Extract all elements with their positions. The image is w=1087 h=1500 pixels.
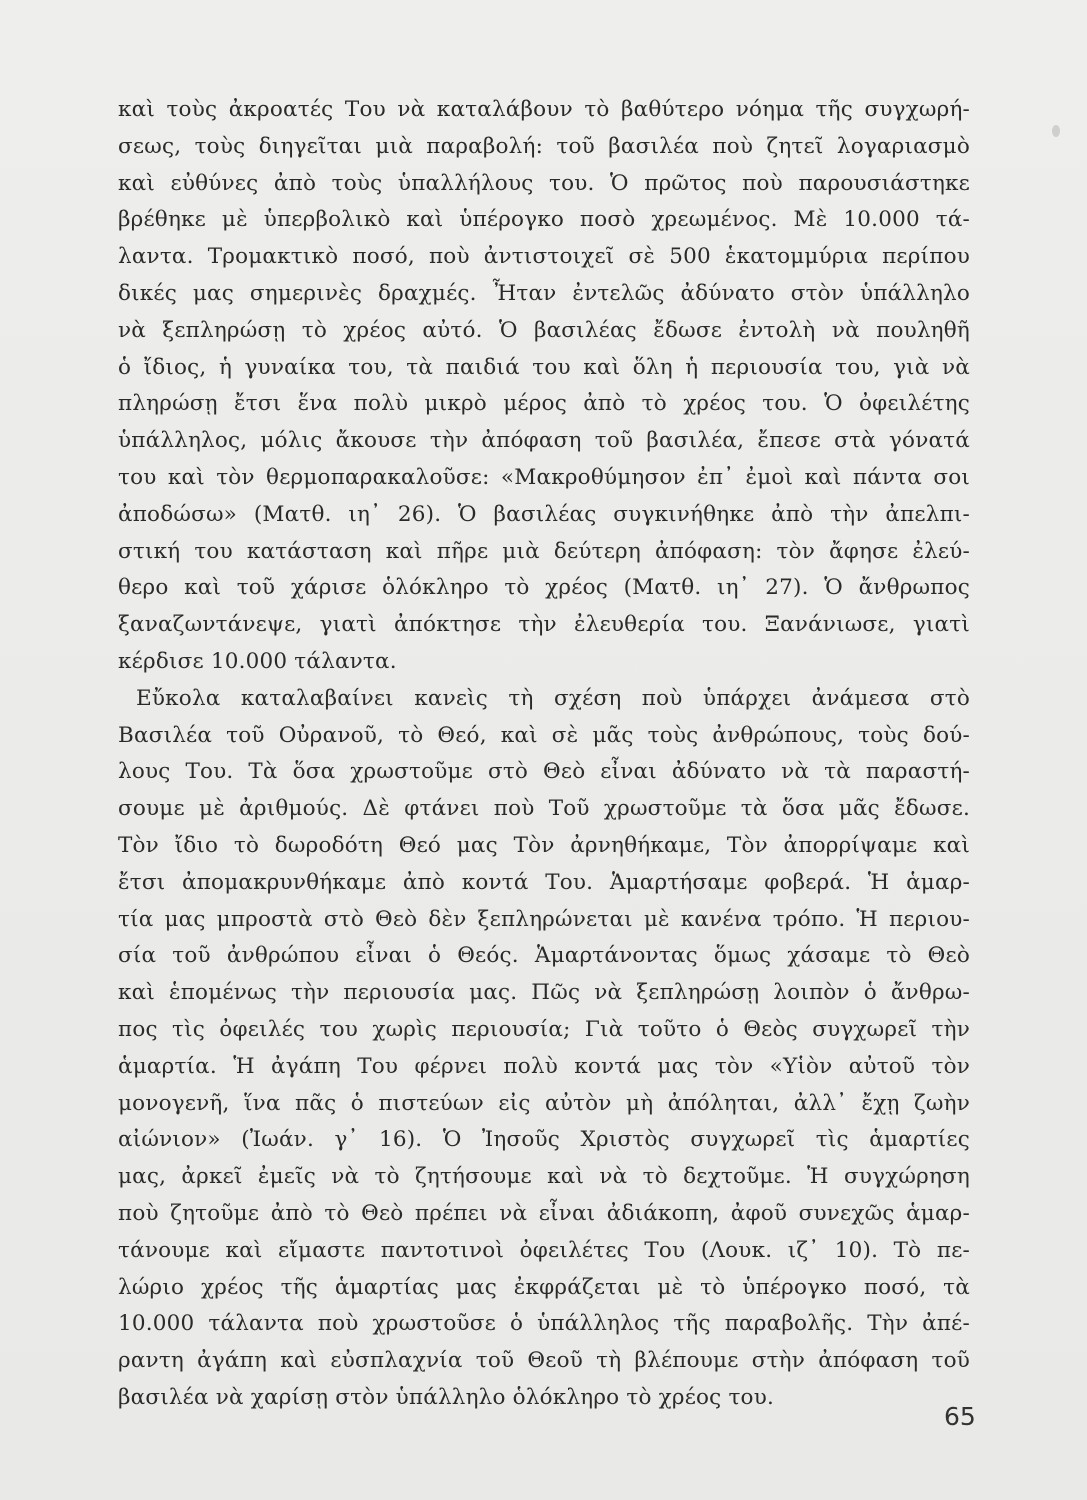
text-line: τία μας μπροστὰ στὸ Θεὸ δὲν ξεπληρώνεται μὲ κανένα τρόπο. Ἡ περιου- bbox=[118, 906, 970, 932]
text-line: ἁμαρτία. Ἡ ἀγάπη Του φέρνει πολὺ κοντά μας τὸν «Υἱὸν αὐτοῦ τὸν bbox=[118, 1053, 970, 1079]
text-line: στική του κατάσταση καὶ πῆρε μιὰ δεύτερη ἀπόφαση: τὸν ἄφησε ἐλεύ- bbox=[118, 538, 970, 564]
text-line: βασιλέα νὰ χαρίσῃ στὸν ὑπάλληλο ὁλόκληρο τὸ χρέος του. bbox=[118, 1384, 774, 1410]
text-line: σία τοῦ ἀνθρώπου εἶναι ὁ Θεός. Ἁμαρτάνοντας ὅμως χάσαμε τὸ Θεὸ bbox=[118, 943, 970, 969]
text-line: Βασιλέα τοῦ Οὐρανοῦ, τὸ Θεό, καὶ σὲ μᾶς τοὺς ἀνθρώπους, τοὺς δού- bbox=[118, 722, 970, 748]
text-line: λους Του. Τὰ ὅσα χρωστοῦμε στὸ Θεὸ εἶναι ἀδύνατο νὰ τὰ παραστή- bbox=[118, 759, 970, 785]
text-line: καὶ ἑπομένως τὴν περιουσία μας. Πῶς νὰ ξεπληρώσῃ λοιπὸν ὁ ἄνθρω- bbox=[118, 980, 970, 1006]
text-line: δικές μας σημερινὲς δραχμές. Ἦταν ἐντελῶς ἀδύνατο στὸν ὑπάλληλο bbox=[118, 280, 970, 306]
text-line: αἰώνιον» (Ἰωάν. γ᾽ 16). Ὁ Ἰησοῦς Χριστὸς συγχωρεῖ τὶς ἁμαρτίες bbox=[118, 1127, 970, 1153]
text-line: Εὔκολα καταλαβαίνει κανεὶς τὴ σχέση ποὺ ὑπάρχει ἀνάμεσα στὸ bbox=[136, 685, 970, 711]
text-line: βρέθηκε μὲ ὑπερβολικὸ καὶ ὑπέρογκο ποσὸ χρεωμένος. Μὲ 10.000 τά- bbox=[118, 207, 970, 233]
text-line: θερο καὶ τοῦ χάρισε ὁλόκληρο τὸ χρέος (Ματθ. ιη᾽ 27). Ὁ ἄνθρωπος bbox=[118, 575, 970, 601]
text-line: ξαναζωντάνεψε, γιατὶ ἀπόκτησε τὴν ἐλευθερία του. Ξανάνιωσε, γιατὶ bbox=[118, 612, 970, 638]
text-line: καὶ εὐθύνες ἀπὸ τοὺς ὑπαλλήλους του. Ὁ πρῶτος ποὺ παρουσιάστηκε bbox=[118, 170, 970, 196]
text-line: ἀποδώσω» (Ματθ. ιη᾽ 26). Ὁ βασιλέας συγκινήθηκε ἀπὸ τὴν ἀπελπι- bbox=[118, 501, 970, 527]
text-line: σεως, τοὺς διηγεῖται μιὰ παραβολή: τοῦ βασιλέα ποὺ ζητεῖ λογαριασμὸ bbox=[118, 133, 970, 159]
text-line: μονογενῆ, ἵνα πᾶς ὁ πιστεύων εἰς αὐτὸν μὴ ἀπόληται, ἀλλ᾽ ἔχῃ ζωὴν bbox=[118, 1090, 970, 1116]
paper-speck bbox=[1052, 125, 1060, 137]
text-line: του καὶ τὸν θερμοπαρακαλοῦσε: «Μακροθύμησον ἐπ᾽ ἐμοὶ καὶ πάντα σοι bbox=[118, 464, 970, 490]
text-line: ὑπάλληλος, μόλις ἄκουσε τὴν ἀπόφαση τοῦ βασιλέα, ἔπεσε στὰ γόνατά bbox=[118, 428, 970, 454]
text-line: τάνουμε καὶ εἴμαστε παντοτινοὶ ὀφειλέτες Του (Λουκ. ιζ᾽ 10). Τὸ πε- bbox=[118, 1237, 970, 1263]
text-line: Τὸν ἴδιο τὸ δωροδότη Θεό μας Τὸν ἀρνηθήκαμε, Τὸν ἀπορρίψαμε καὶ bbox=[118, 832, 970, 858]
text-line: μας, ἀρκεῖ ἐμεῖς νὰ τὸ ζητήσουμε καὶ νὰ τὸ δεχτοῦμε. Ἡ συγχώρηση bbox=[118, 1164, 970, 1190]
text-line: νὰ ξεπληρώσῃ τὸ χρέος αὐτό. Ὁ βασιλέας ἔδωσε ἐντολὴ νὰ πουληθῆ bbox=[118, 317, 970, 343]
text-line: πληρώσῃ ἔτσι ἕνα πολὺ μικρὸ μέρος ἀπὸ τὸ χρέος του. Ὁ ὀφειλέτης bbox=[118, 391, 970, 417]
page-number: 65 bbox=[944, 1402, 976, 1431]
text-line: κέρδισε 10.000 τάλαντα. bbox=[118, 648, 397, 674]
text-line: ἔτσι ἀπομακρυνθήκαμε ἀπὸ κοντά Του. Ἁμαρτήσαμε φοβερά. Ἡ ἁμαρ- bbox=[118, 869, 970, 895]
text-line: σουμε μὲ ἀριθμούς. Δὲ φτάνει ποὺ Τοῦ χρωστοῦμε τὰ ὅσα μᾶς ἔδωσε. bbox=[118, 796, 970, 822]
text-line: καὶ τοὺς ἀκροατές Του νὰ καταλάβουν τὸ βαθύτερο νόημα τῆς συγχωρή- bbox=[118, 97, 970, 122]
body-text bbox=[118, 92, 970, 1417]
text-line: ραντη ἀγάπη καὶ εὐσπλαχνία τοῦ Θεοῦ τὴ βλέπουμε στὴν ἀπόφαση τοῦ bbox=[118, 1348, 970, 1374]
text-line: ποὺ ζητοῦμε ἀπὸ τὸ Θεὸ πρέπει νὰ εἶναι ἀδιάκοπη, ἀφοῦ συνεχῶς ἁμαρ- bbox=[118, 1200, 970, 1226]
text-line: λαντα. Τρομακτικὸ ποσό, ποὺ ἀντιστοιχεῖ σὲ 500 ἑκατομμύρια περίπου bbox=[118, 244, 970, 270]
text-line: λώριο χρέος τῆς ἁμαρτίας μας ἐκφράζεται μὲ τὸ ὑπέρογκο ποσό, τὰ bbox=[118, 1274, 970, 1300]
text-line: 10.000 τάλαντα ποὺ χρωστοῦσε ὁ ὑπάλληλος τῆς παραβολῆς. Τὴν ἀπέ- bbox=[118, 1311, 970, 1337]
text-line: πος τὶς ὀφειλές του χωρὶς περιουσία; Γιὰ τοῦτο ὁ Θεὸς συγχωρεῖ τὴν bbox=[118, 1016, 970, 1042]
text-line: ὁ ἴδιος, ἡ γυναίκα του, τὰ παιδιά του καὶ ὅλη ἡ περιουσία του, γιὰ νὰ bbox=[118, 354, 970, 380]
